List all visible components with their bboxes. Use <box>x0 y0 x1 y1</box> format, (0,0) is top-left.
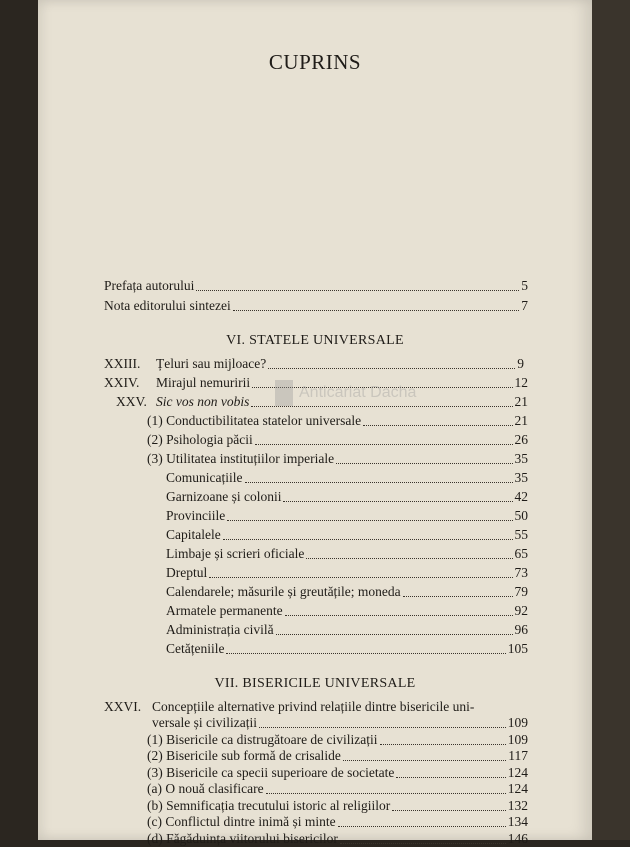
toc-entry-xxvi: XXVI. Concepțiile alternative privind relațiile dintre bisericile uni- <box>104 699 475 714</box>
toc-entry: (3) Utilitatea instituțiilor imperiale 35 <box>147 451 528 466</box>
toc-entry: (d) Făgăduința viitorului bisericilor 146 <box>147 830 528 846</box>
page-edge <box>592 0 630 840</box>
toc-entry: (c) Conflictul dintre inimă și minte 134 <box>147 814 528 829</box>
toc-entry-preface: Prefața autorului 5 <box>104 278 528 293</box>
page-title: CUPRINS <box>268 50 362 74</box>
toc-entry-xxiii: XXIII. Țeluri sau mijloace? 9 <box>104 356 524 371</box>
toc-entry: Capitalele 55 <box>166 527 528 542</box>
toc-entry: Dreptul 73 <box>166 565 528 580</box>
toc-entry: Administrația civilă 96 <box>166 622 528 637</box>
toc-entry-xxvi-cont: versale și civilizații 109 <box>152 715 528 730</box>
toc-entry: (2) Psihologia păcii 26 <box>147 432 528 447</box>
toc-entry-xxiv: XXIV. Mirajul nemuririi 12 <box>104 375 528 390</box>
toc-entry: (a) O nouă clasificare 124 <box>147 781 528 796</box>
watermark-logo-icon <box>275 380 293 406</box>
toc-entry: (b) Semnificația trecutului istoric al religiilor 132 <box>147 797 528 813</box>
toc-entry: Provinciile 50 <box>166 508 528 523</box>
toc-entry: (1) Conductibilitatea statelor universale 21 <box>147 413 528 428</box>
toc-entry: Garnizoane și colonii 42 <box>166 489 528 504</box>
toc-entry: Calendarele; măsurile și greutățile; moneda 79 <box>166 584 528 599</box>
toc-entry: (3) Bisericile ca specii superioare de societate 124 <box>147 764 528 780</box>
toc-entry: (2) Bisericile sub formă de crisalide 117 <box>147 748 528 763</box>
toc-entry: (1) Bisericile ca distrugătoare de civilizații 109 <box>147 731 528 747</box>
toc-entry: Limbaje și scrieri oficiale 65 <box>166 546 528 561</box>
toc-entry: Armatele permanente 92 <box>166 603 528 618</box>
toc-entry: Comunicațiile 35 <box>166 470 528 485</box>
toc-entry-xxv: XXV. Sic vos non vobis 21 <box>116 394 528 409</box>
toc-entry: Cetățeniile 105 <box>166 641 528 656</box>
watermark: Anticariat Dacha <box>275 380 416 406</box>
section-heading-vii: VII. BISERICILE UNIVERSALE <box>214 676 416 691</box>
section-heading-vi: VI. STATELE UNIVERSALE <box>226 333 404 348</box>
toc-entry-editor-note: Nota editorului sintezei 7 <box>104 298 528 313</box>
